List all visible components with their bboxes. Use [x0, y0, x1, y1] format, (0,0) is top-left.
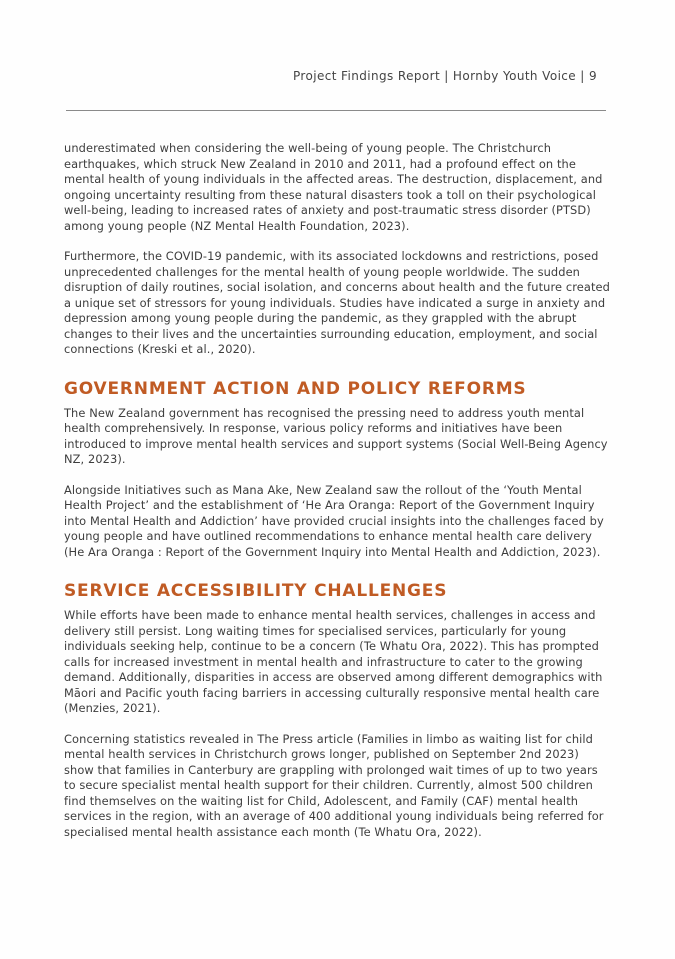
body-paragraph: Furthermore, the COVID-19 pandemic, with its associated lockdowns and restrictions, posed unprecedented challenges for the mental health of young people worldwide. The sudden disruption of daily routines, social isolation, and concerns about health and the future created a unique set of stressors for young individuals. Studies have indicated a surge in anxiety and depression among young people during the pandemic, as they grappled with the abrupt changes to their lives and the uncertainties surrounding education, employment, and social connections (Kreski et al., 2020). — [64, 249, 610, 356]
header-divider — [66, 110, 606, 111]
body-paragraph: Concerning statistics revealed in The Press article (Families in limbo as waiting list for child mental health services in Christchurch grows longer, published on September 2nd 2023) show that families in Canterbury are grappling with prolonged wait times of up to two years to secure specialist mental health support for their children. Currently, almost 500 children find themselves on the waiting list for Child, Adolescent, and Family (CAF) mental health services in the region, with an average of 400 additional young individuals being referred for specialised mental health assistance each month (Te Whatu Ora, 2022). — [64, 731, 604, 839]
section-heading-service-accessibility: SERVICE ACCESSIBILITY CHALLENGES — [64, 581, 448, 601]
body-paragraph: While efforts have been made to enhance mental health services, challenges in access and delivery still persist. Long waiting times for specialised services, particularly for young individuals seeking help, continue to be a concern (Te Whatu Ora, 2022). This has prompted calls for increased investment in mental health and infrastructure to cater to the growing demand. Additionally, disparities in access are observed among different demographics with Māori and Pacific youth facing barriers in accessing culturally responsive mental health care (Menzies, 2021). — [64, 608, 603, 715]
body-paragraph: The New Zealand government has recognised the pressing need to address youth mental health comprehensively. In response, various policy reforms and initiatives have been introduced to improve mental health services and support systems (Social Well-Being Agency NZ, 2023). — [64, 405, 608, 466]
body-paragraph: underestimated when considering the well-being of young people. The Christchurch earthquakes, which struck New Zealand in 2010 and 2011, had a profound effect on the mental health of young individuals in the affected areas. The destruction, displacement, and ongoing uncertainty resulting from these natural disasters took a toll on their psychological well-being, leading to increased rates of anxiety and post-traumatic stress disorder (PTSD) among young people (NZ Mental Health Foundation, 2023). — [64, 141, 603, 233]
page-body — [64, 141, 610, 855]
body-paragraph: Alongside Initiatives such as Mana Ake, New Zealand saw the rollout of the ‘Youth Mental Health Project’ and the establishment of ‘He Ara Oranga: Report of the Government Inquiry into Mental Health and Addiction’ have provided crucial insights into the challenges faced by young people and have outlined recommendations to enhance mental health care delivery (He Ara Oranga : Report of the Government Inquiry into Mental Health and Addiction, 2023). — [64, 482, 604, 559]
running-header: Project Findings Report | Hornby Youth Voice | 9 — [292, 69, 597, 83]
section-heading-government-action: GOVERNMENT ACTION AND POLICY REFORMS — [64, 378, 527, 399]
